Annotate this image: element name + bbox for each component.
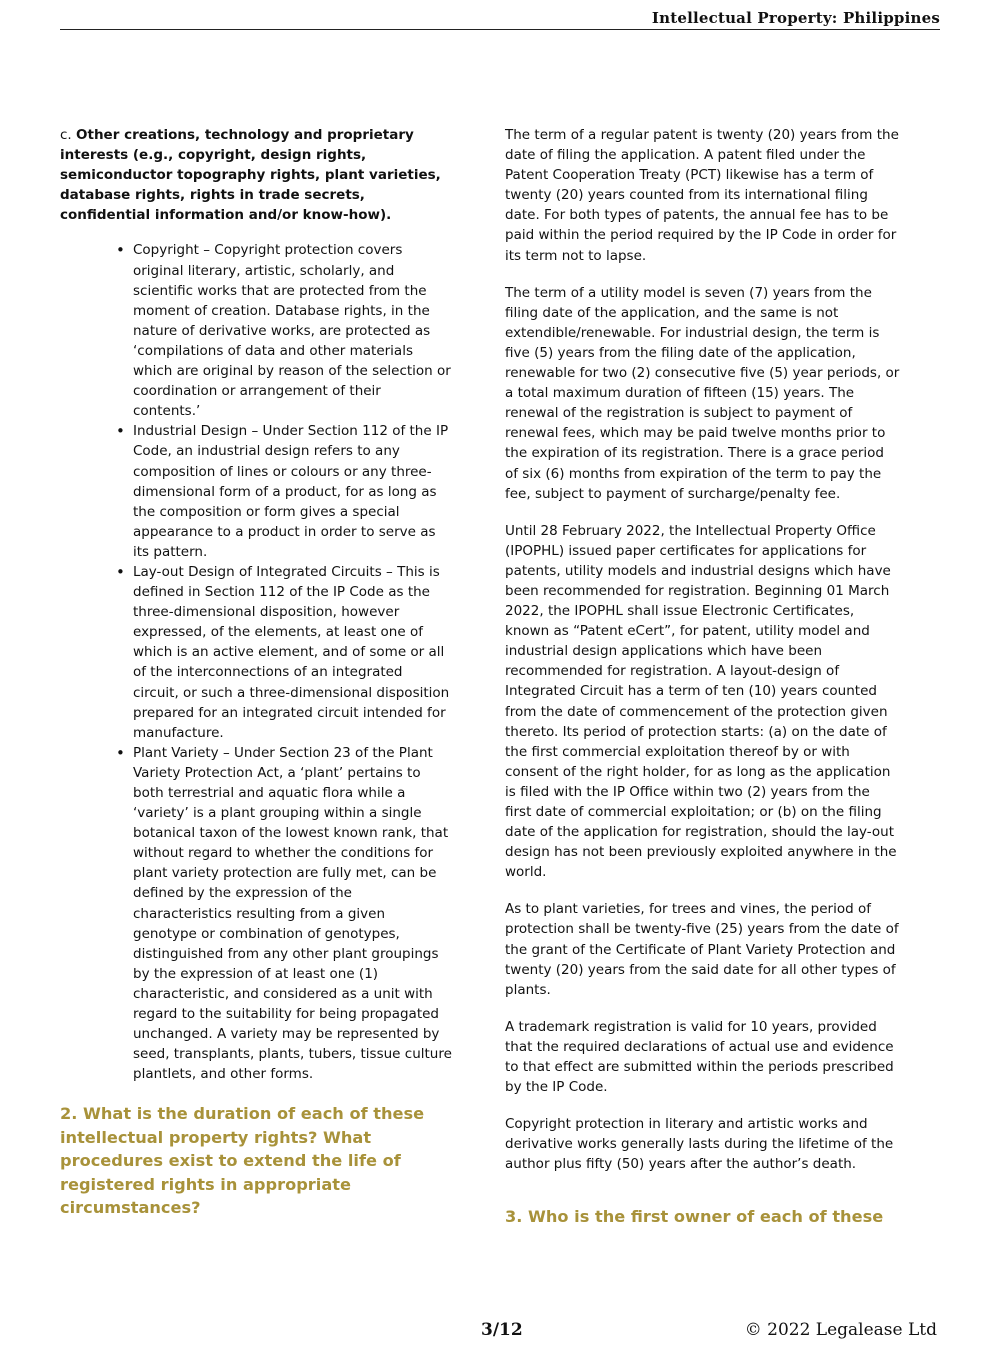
- header-divider: [60, 29, 940, 30]
- paragraph-copyright-term: Copyright protection in literary and artistic works and derivative works generally lasts during the lifetime of the author plus fifty (50) years after the author’s death.: [505, 1116, 894, 1173]
- paragraph-ecert-layout-design: Until 28 February 2022, the Intellectual Property Office (IPOPHL) issued paper certificates for applications for patents, utility models and industrial designs which have been recommended for registration. Beginning 01 March 2022, the IPOPHL shall issue Electronic Certificates, known as “Patent eCert”, for patent, utility model and industrial design applications which have been recommended for registration. A layout-design of Integrated Circuit has a term of ten (10) years counted from the date of commencement of the protection given thereto. Its period of protection starts: (a) on the date of the first commercial exploitation thereof by or with consent of the right holder, for as long as the application is filed with the IP Office within two (2) years from the first date of commercial exploitation; or (b) on the filing date of the application for registration, should the lay-out design has not been previously exploited anywhere in the world.: [505, 522, 897, 881]
- ip-types-list: [60, 240, 452, 1084]
- paragraph-plant-variety-term: As to plant varieties, for trees and vines, the period of protection shall be twenty-five (25) years from the date of the grant of the Certificate of Plant Variety Protection and twenty (20) years from the said date for all other types of plants.: [505, 901, 899, 998]
- left-column: [60, 125, 452, 1220]
- question-3-heading: 3. Who is the first owner of each of these: [505, 1206, 884, 1226]
- intro-heading-bold: Other creations, technology and proprietary interests (e.g., copyright, design rights, semiconductor topography rights, plant varieties, database rights, rights in trade secrets, confidential information and/or know-how).: [60, 127, 441, 224]
- list-item-industrial-design: • Industrial Design – Under Section 112 of the IP Code, an industrial design refers to any composition of lines or colours or any three-dimensional form of a product, for as long as the composition or form gives a special appearance to a product in order to serve as its pattern.: [133, 421, 452, 562]
- paragraph-trademark-term: A trademark registration is valid for 10 years, provided that the required declarations of actual use and evidence to that effect are submitted within the periods prescribed by the IP Code.: [505, 1018, 894, 1096]
- right-column: [505, 125, 900, 1228]
- paragraph-patent-term: The term of a regular patent is twenty (20) years from the date of filing the application. A patent filed under the Patent Cooperation Treaty (PCT) likewise has a term of twenty (20) years counted from its international filing date. For both types of patents, the annual fee has to be paid within the period required by the IP Code in order for its term not to lapse.: [505, 127, 899, 264]
- list-item-layout-design: • Lay-out Design of Integrated Circuits – This is defined in Section 112 of the IP Code as the three-dimensional disposition, however expressed, of the elements, at least one of which is an active element, and of some or all of the interconnections of an integrated circuit, or such a three-dimensional disposition prepared for an integrated circuit intended for manufacture.: [133, 562, 452, 743]
- copyright-notice: © 2022 Legalease Ltd: [744, 1320, 937, 1340]
- intro-paragraph: [60, 125, 452, 225]
- list-item-plant-variety: • Plant Variety – Under Section 23 of the Plant Variety Protection Act, a ‘plant’ pertains to both terrestrial and aquatic flora while a ‘variety’ is a plant grouping within a single botanical taxon of the lowest known rank, that without regard to whether the conditions for plant variety protection are fully met, can be defined by the expression of the characteristics resulting from a given genotype or combination of genotypes, distinguished from any other plant groupings by the expression of at least one (1) characteristic, and considered as a unit with regard to the suitability for being propagated unchanged. A variety may be represented by seed, transplants, plants, tubers, tissue culture plantlets, and other forms.: [133, 743, 452, 1085]
- page-number: 3/12: [481, 1320, 523, 1340]
- question-2-heading: 2. What is the duration of each of these intellectual property rights? What procedures exist to extend the life of registered rights in appropriate circumstances?: [60, 1104, 425, 1218]
- running-header-title: Intellectual Property: Philippines: [651, 9, 940, 27]
- paragraph-utility-model-term: The term of a utility model is seven (7) years from the filing date of the application, and the same is not extendible/renewable. For industrial design, the term is five (5) years from the filing date of the application, renewable for two (2) consecutive five (5) year periods, or a total maximum duration of fifteen (15) years. The renewal of the registration is subject to payment of renewal fees, which may be paid twelve months prior to the expiration of its registration. There is a grace period of six (6) months from expiration of the term to pay the fee, subject to payment of surcharge/penalty fee.: [505, 284, 900, 502]
- intro-prefix: c.: [60, 127, 77, 143]
- list-item-copyright: • Copyright – Copyright protection covers original literary, artistic, scholarly, and scientific works that are protected from the moment of creation. Database rights, in the nature of derivative works, are protected as ‘compilations of data and other materials which are original by reason of the selection or coordination or arrangement of their contents.’: [133, 240, 452, 421]
